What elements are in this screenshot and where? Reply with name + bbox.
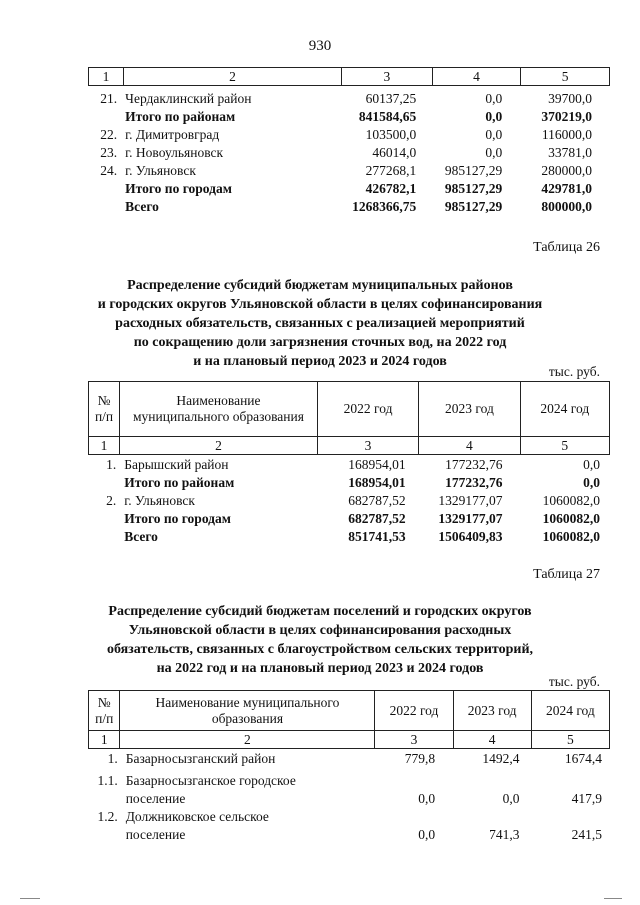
table-row: Итого по районам 841584,65 0,0 370219,0 [125, 109, 592, 124]
table-row: Всего 851741,53 1506409,83 1060082,0 [124, 529, 600, 544]
table-row: 1. Барышский район 168954,01 177232,76 0,0 [106, 457, 600, 472]
scan-mark [604, 898, 622, 899]
header-name: Наименование муниципального образования [120, 382, 318, 437]
col-number: 1 [89, 68, 124, 86]
col-number: 3 [341, 68, 432, 86]
table-row: 24. г. Ульяновск 277268,1 985127,29 280000,0 [100, 163, 592, 178]
scan-mark [20, 898, 40, 899]
table-26-header [88, 381, 610, 455]
continuation-table-header [88, 67, 610, 86]
col-number: 4 [419, 437, 520, 455]
col-number: 1 [89, 437, 120, 455]
table-26-title: Распределение субсидий бюджетам муниципальных районов и городских округов Ульяновской области в целях софинансирования расходных обязательств, связанных с реализацией мероприятий по сокращению доли загрязнения сточных вод, на 2022 год и на плановый период 2023 и 2024 годов [97, 278, 543, 369]
col-number: 2 [123, 68, 341, 86]
header-2022: 2022 год [375, 691, 453, 731]
col-number: 5 [531, 731, 609, 749]
table-27-label: Таблица 27 [533, 567, 600, 582]
header-2023: 2023 год [419, 382, 520, 437]
table-row: 1.2. Должниковское сельское поселение 0,0 741,3 241,5 [97, 809, 602, 842]
col-number: 3 [317, 437, 418, 455]
table-27-title: Распределение субсидий бюджетам поселений и городских округов Ульяновской области в целях софинансирования расходных обязательств, связанных с благоустройством сельских территорий, на 2022 год и на плановый период 2023 и 2024 годов [106, 604, 534, 676]
col-number: 1 [89, 731, 120, 749]
table-row: 21. Чердаклинский район 60137,25 0,0 39700,0 [100, 91, 592, 106]
col-number: 5 [521, 68, 610, 86]
header-2024: 2024 год [531, 691, 609, 731]
col-number: 5 [520, 437, 609, 455]
page-number: 930 [308, 38, 332, 54]
table-row: Итого по районам 168954,01 177232,76 0,0 [124, 475, 600, 490]
table-26-unit: тыс. руб. [548, 364, 600, 379]
table-row: 23. г. Новоульяновск 46014,0 0,0 33781,0 [100, 145, 592, 160]
col-number: 4 [453, 731, 531, 749]
continuation-table-body [88, 90, 610, 216]
header-num: № п/п [89, 382, 120, 437]
table-row: 1.1. Базарносызганское городское поселение 0,0 0,0 417,9 [97, 773, 602, 806]
table-26-body [88, 456, 610, 546]
table-27-unit: тыс. руб. [548, 674, 600, 689]
table-26-label: Таблица 26 [533, 240, 600, 255]
col-number: 2 [120, 731, 375, 749]
header-2024: 2024 год [520, 382, 609, 437]
header-2023: 2023 год [453, 691, 531, 731]
header-name: Наименование муниципального образования [120, 691, 375, 731]
col-number: 3 [375, 731, 453, 749]
table-row: Итого по городам 426782,1 985127,29 429781,0 [125, 181, 592, 196]
table-27-body [88, 750, 610, 844]
table-row: 22. г. Димитровград 103500,0 0,0 116000,0 [100, 127, 592, 142]
col-number: 2 [120, 437, 318, 455]
header-num: № п/п [89, 691, 120, 731]
header-2022: 2022 год [317, 382, 418, 437]
table-row: Итого по городам 682787,52 1329177,07 1060082,0 [124, 511, 600, 526]
col-number: 4 [432, 68, 521, 86]
table-row: Всего 1268366,75 985127,29 800000,0 [125, 199, 592, 214]
table-row: 2. г. Ульяновск 682787,52 1329177,07 1060082,0 [106, 493, 600, 508]
table-27-header [88, 690, 610, 749]
table-row: 1. Базарносызганский район 779,8 1492,4 1674,4 [107, 751, 602, 766]
